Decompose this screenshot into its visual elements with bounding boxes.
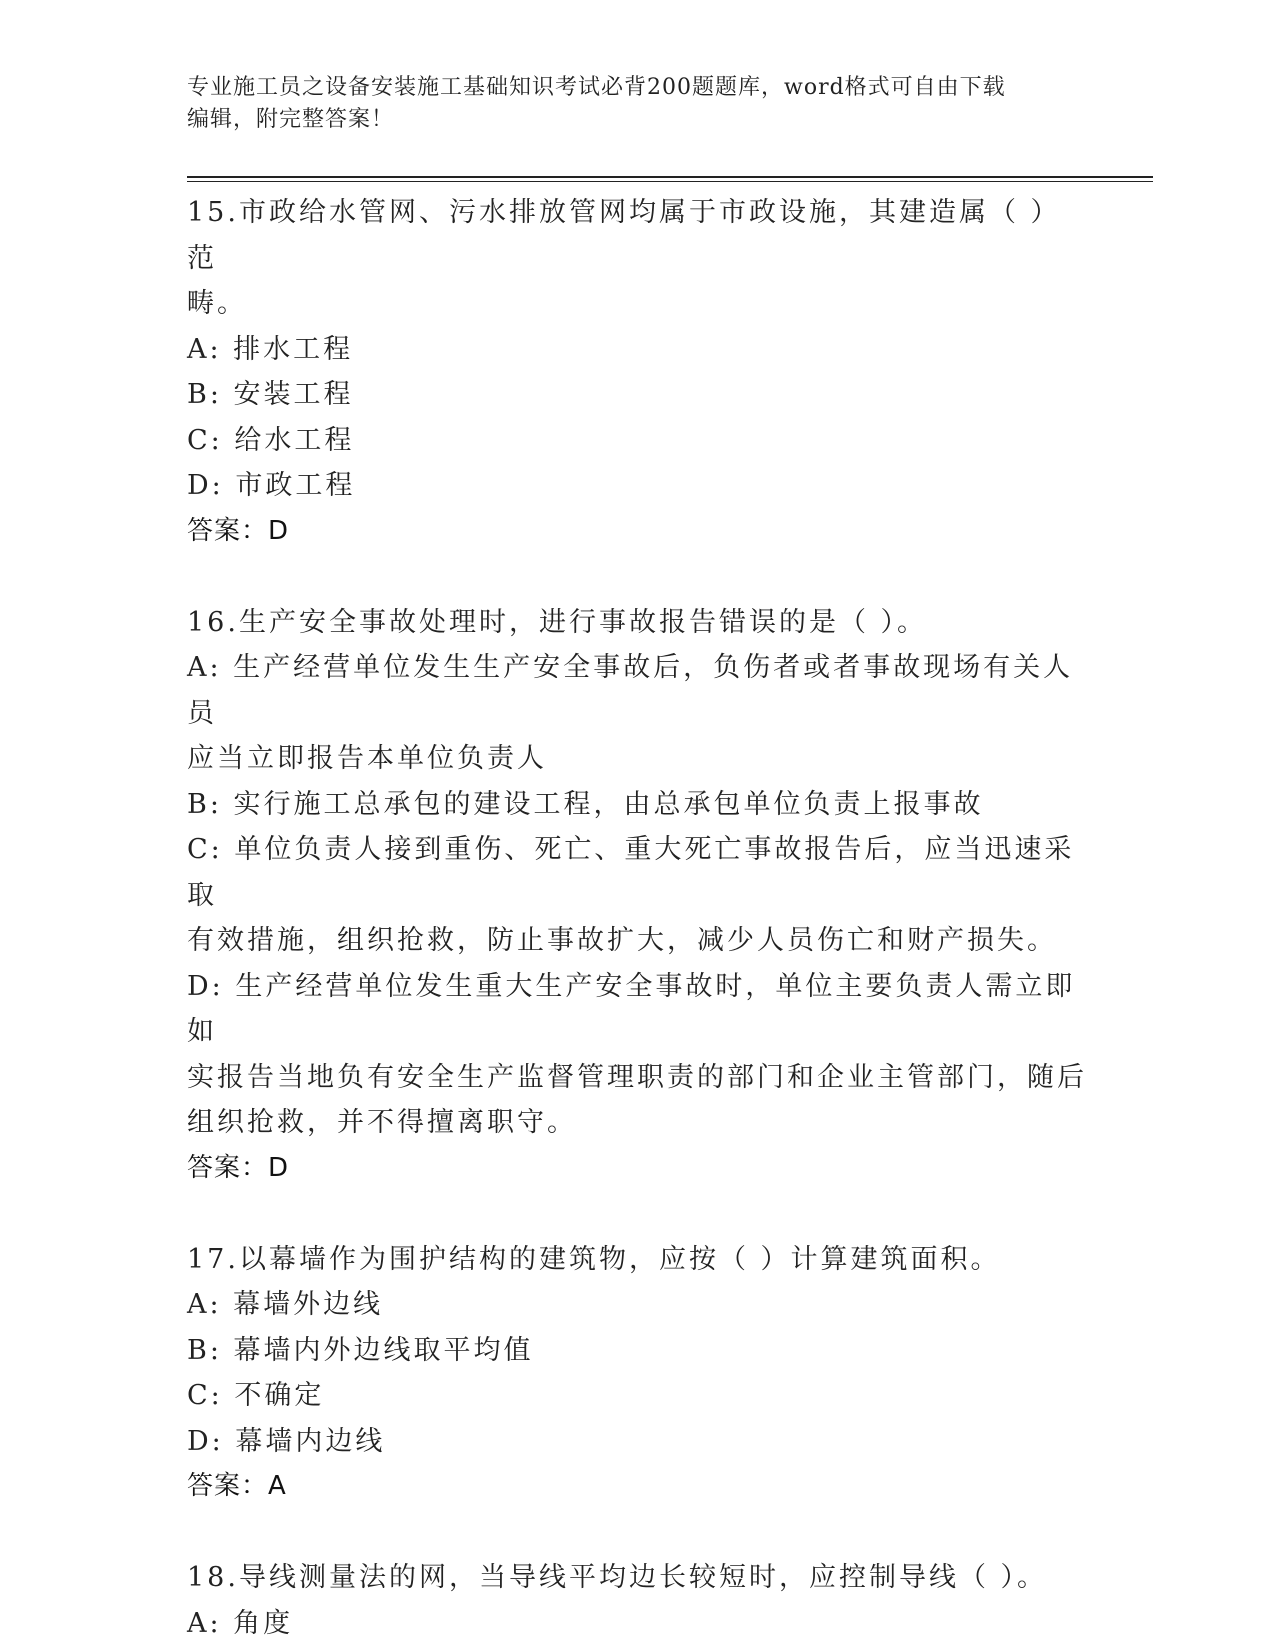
option-a: A: 幕墙外边线 xyxy=(187,1289,384,1320)
question-18 xyxy=(187,1555,1087,1646)
question-stem-continued: 畴。 xyxy=(187,288,247,319)
option-d: D: 市政工程 xyxy=(187,470,356,501)
question-stem: 15.市政给水管网、污水排放管网均属于市政设施，其建造属（ ）范 xyxy=(187,197,1061,274)
answer-label: 答案：D xyxy=(187,515,290,546)
question-spacer xyxy=(187,1191,1087,1237)
header-divider-thick xyxy=(187,176,1153,178)
question-15 xyxy=(187,190,1087,554)
option-d-continued: 组织抢救，并不得擅离职守。 xyxy=(187,1107,577,1138)
answer-label: 答案：A xyxy=(187,1471,287,1501)
option-a: A: 排水工程 xyxy=(187,333,354,365)
option-c: C: 不确定 xyxy=(187,1380,325,1411)
answer-label: 答案：D xyxy=(187,1152,290,1183)
document-header xyxy=(187,72,1087,136)
option-b: B: 实行施工总承包的建设工程，由总承包单位负责上报事故 xyxy=(187,788,984,820)
option-c: C: 给水工程 xyxy=(187,424,355,456)
option-d: D: 幕墙内边线 xyxy=(187,1425,386,1457)
option-b: B: 幕墙内外边线取平均值 xyxy=(187,1334,534,1366)
question-stem: 16.生产安全事故处理时，进行事故报告错误的是（ ）。 xyxy=(187,606,928,638)
header-divider-thin xyxy=(187,181,1153,182)
question-stem: 17.以幕墙作为围护结构的建筑物，应按（ ）计算建筑面积。 xyxy=(187,1243,1001,1275)
header-line-1: 专业施工员之设备安装施工基础知识考试必背200题题库，word格式可自由下载 xyxy=(187,75,1006,100)
option-a: A: 生产经营单位发生生产安全事故后，负伤者或者事故现场有关人员 xyxy=(187,652,1074,729)
option-d: D: 生产经营单位发生重大生产安全事故时，单位主要负责人需立即如 xyxy=(187,970,1076,1047)
question-16 xyxy=(187,600,1087,1192)
question-stem: 18.导线测量法的网，当导线平均边长较短时，应控制导线（ ）。 xyxy=(187,1562,1048,1593)
option-d-continued: 实报告当地负有安全生产监督管理职责的部门和企业主管部门，随后 xyxy=(187,1061,1087,1093)
question-17 xyxy=(187,1237,1087,1510)
option-a: A: 角度 xyxy=(187,1607,294,1639)
option-b: B: 安装工程 xyxy=(187,379,354,410)
option-a-continued: 应当立即报告本单位负责人 xyxy=(187,743,547,774)
header-line-2: 编辑，附完整答案！ xyxy=(187,107,395,132)
question-spacer xyxy=(187,1510,1087,1556)
option-c-continued: 有效措施，组织抢救，防止事故扩大，减少人员伤亡和财产损失。 xyxy=(187,925,1057,956)
question-spacer xyxy=(187,554,1087,600)
question-list xyxy=(187,190,1087,1646)
option-c: C: 单位负责人接到重伤、死亡、重大死亡事故报告后，应当迅速采取 xyxy=(187,834,1075,911)
